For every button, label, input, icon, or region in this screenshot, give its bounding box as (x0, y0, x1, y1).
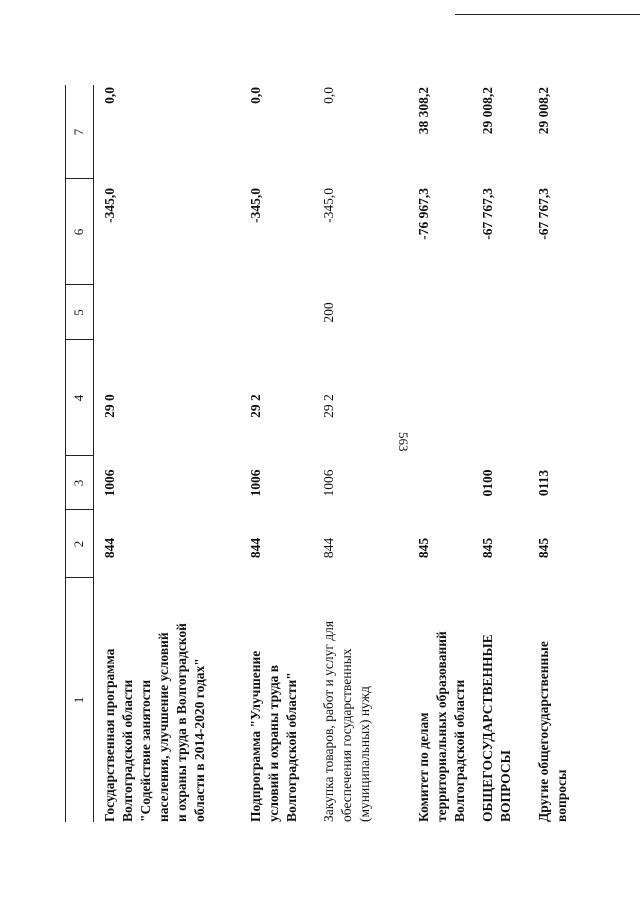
row-cell-c4: 29 0 (102, 394, 117, 418)
row-cell-c6: -67 767,3 (536, 188, 551, 240)
row-cell-c6: -345,0 (321, 188, 336, 223)
corner-rule (455, 14, 640, 15)
row-name-line: Подпрограмма "Улучшение (248, 650, 263, 822)
row-cell-c5: 200 (321, 302, 336, 323)
budget-table (65, 85, 585, 822)
row-cell-c6: -76 967,3 (416, 188, 431, 240)
row-cell-c3: 0113 (536, 469, 551, 497)
row-cell-c7: 0,0 (321, 87, 336, 104)
row-cell-c2: 844 (248, 537, 263, 559)
row-cell-c7: 0,0 (248, 87, 263, 104)
row-cell-c4: 29 2 (248, 394, 263, 418)
row-cell-c3: 1006 (321, 469, 336, 497)
row-name-line: обеспечения государственных (339, 648, 354, 822)
table-top-rule (65, 85, 66, 822)
row-cell-c3: 1006 (248, 469, 263, 497)
row-name-line: территориальных образований (434, 631, 449, 822)
header-col-7: 7 (71, 128, 86, 136)
row-cell-c7: 38 308,2 (416, 87, 431, 135)
header-bottom-rule (93, 85, 94, 822)
row-name-line: вопросы (554, 769, 569, 822)
row-name-line: Государственная программа (102, 648, 117, 822)
row-cell-c6: -345,0 (102, 188, 117, 223)
header-col-5: 5 (71, 309, 86, 316)
row-name-line: населения, улучшение условий (156, 632, 171, 822)
row-name-line: Волгоградской области" (284, 672, 299, 822)
row-cell-c6: -345,0 (248, 188, 263, 223)
row-name-line: Другие общегосударственные (536, 641, 551, 822)
row-cell-c2: 845 (480, 537, 495, 559)
row-name-line: Комитет по делам (416, 712, 431, 822)
row-name-line: условий и охраны труда в (266, 664, 281, 822)
row-name-line: области в 2014-2020 годах" (192, 658, 207, 822)
header-col-2: 2 (71, 540, 86, 548)
row-cell-c7: 29 008,2 (536, 87, 551, 135)
row-name-line: Волгоградской области (452, 679, 467, 822)
row-cell-c2: 844 (321, 537, 336, 559)
row-name-line: ВОПРОСЫ (498, 750, 513, 822)
row-cell-c3: 0100 (480, 469, 495, 497)
row-name-line: ОБЩЕГОСУДАРСТВЕННЫЕ (480, 634, 495, 822)
row-name-line: "Содействие занятости (138, 679, 153, 822)
row-cell-c2: 845 (536, 537, 551, 559)
row-cell-c2: 844 (102, 537, 117, 559)
row-cell-c2: 845 (416, 537, 431, 559)
row-cell-c7: 0,0 (102, 87, 117, 104)
row-name-line: Волгоградской области (120, 679, 135, 822)
header-col-4: 4 (71, 394, 86, 402)
header-col-3: 3 (71, 479, 86, 487)
header-col-6: 6 (71, 228, 86, 236)
row-cell-c4: 29 2 (321, 394, 336, 418)
row-cell-c3: 1006 (102, 469, 117, 497)
page-number: 563 (396, 432, 411, 452)
header-col-1: 1 (71, 696, 86, 704)
row-name-line: Закупка товаров, работ и услуг для (321, 620, 336, 822)
row-name-line: (муниципальных) нужд (357, 686, 372, 822)
row-cell-c6: -67 767,3 (480, 188, 495, 240)
row-name-line: и охраны труда в Волгоградской (174, 623, 189, 822)
row-cell-c7: 29 008,2 (480, 87, 495, 135)
